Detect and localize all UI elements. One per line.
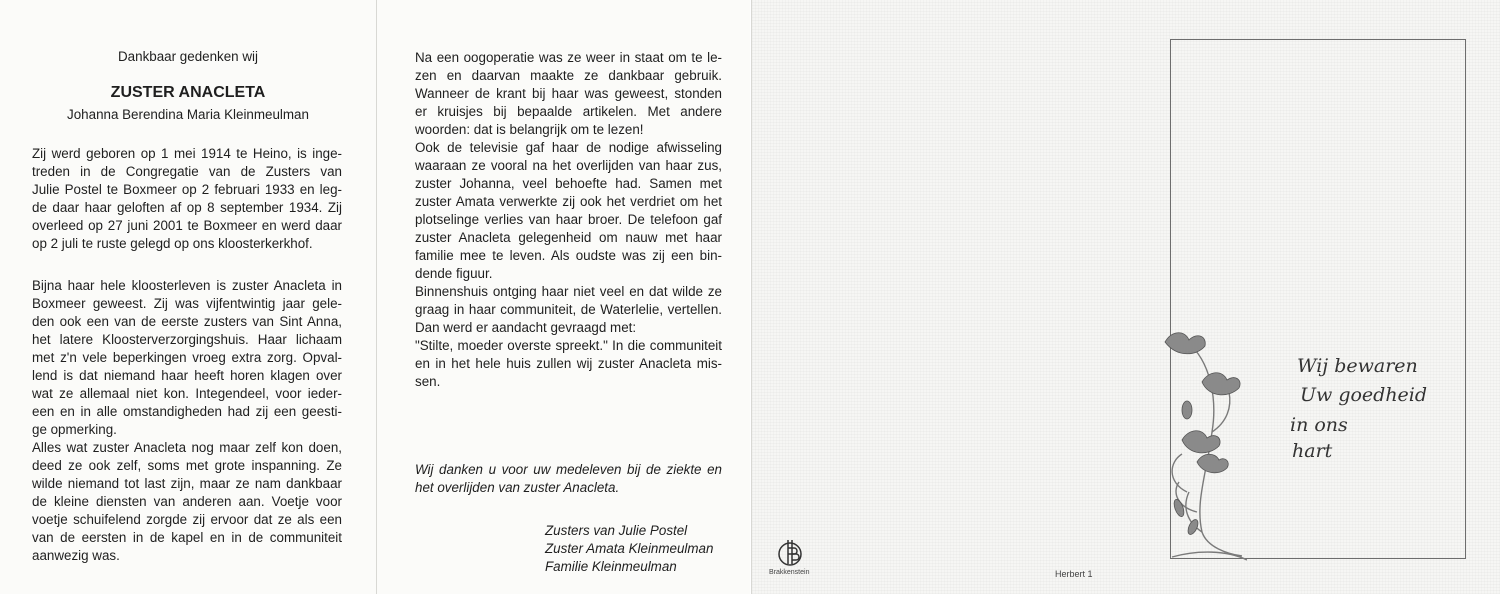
text-line: overleed op 27 juni 2001 te Boxmeer en werd daar [32,218,342,233]
intro-text: Dankbaar gedenken wij [118,49,258,64]
text-line: met z'n vele beperkingen vroeg extra zorg. Opval- [32,350,342,365]
text-line: aanwezig was. [32,548,120,563]
text-line: het latere Kloosterverzorgingshuis. Haar lichaam [32,332,342,347]
text-line: Wij danken u voor uw medeleven bij de ziekte en [415,462,722,477]
text-line: deed ze ook zelf, soms met grote inspanning. Ze [32,458,342,473]
text-line: Binnenshuis ontging haar niet veel en dat wilde ze [415,284,722,299]
text-line: familie mee te leven. Als oudste was zij een bin- [415,248,722,263]
text-line: wilde niemand tot last zijn, maar ze nam dankbaar [32,476,342,491]
full-name: Johanna Berendina Maria Kleinmeulman [67,107,309,122]
text-line: zuster Johanna, veel behoefte had. Samen met [415,176,722,191]
text-line: op 2 juli te ruste gelegd op ons kloosterkerkhof. [32,236,313,251]
text-line: sen. [415,374,441,389]
text-line: Wanneer de krant bij haar was geweest, stonden [415,86,722,101]
verse-line: in ons [1290,414,1348,436]
text-line: Julie Postel te Boxmeer op 2 februari 1933 en leg- [32,182,342,197]
card-code: Herbert 1 [1055,569,1093,579]
text-line: treden in de Congregatie van de Zusters van [32,164,342,179]
text-line: dende figuur. [415,266,493,281]
text-line: Ook de televisie gaf haar de nodige afwisseling [415,140,722,155]
verse-line: hart [1292,440,1333,462]
text-line: en in het hele huis zullen wij zuster Anacleta mis- [415,356,722,371]
text-line: graag in haar communiteit, de Waterlelie, vertellen. [415,302,722,317]
publisher-logo-icon [776,538,804,568]
text-line: Dan werd er aandacht gevraagd met: [415,320,637,335]
text-line: lend is dat niemand haar heeft horen klagen over [32,368,342,383]
text-line: "Stilte, moeder overste spreekt." In die communiteit [415,338,722,353]
text-line: een en in alle omstandigheden had zij een geesti- [32,404,342,419]
text-line: het overlijden van zuster Anacleta. [415,480,620,495]
text-line: Bijna haar hele kloosterleven is zuster Anacleta in [32,278,342,293]
text-line: zuster Anacleta gelegenheid om nauw met haar [415,230,722,245]
flower-illustration-icon [1157,322,1247,570]
text-line: van de eersten in de kapel en in de communiteit [32,530,342,545]
text-line: Alles wat zuster Anacleta nog maar zelf kon doen, [32,440,342,455]
signature-line: Zusters van Julie Postel [545,523,688,538]
text-line: de daar haar geloften af op 8 september 1934. Zij [32,200,342,215]
text-line: Zij werd geboren op 1 mei 1914 te Heino, is inge- [32,146,342,161]
text-line: Boxmeer geweest. Zij was vijfentwintig jaar gele- [32,296,342,311]
text-line: woorden: dat is belangrijk om te lezen! [415,122,644,137]
text-line: voetje schuifelend zorgde zij ervoor dat ze als een [32,512,342,527]
text-line: plotselinge verlies van haar broer. De telefoon gaf [415,212,722,227]
publisher-name: Brakkenstein [769,569,810,576]
text-line: Na een oogoperatie was ze weer in staat om te le- [415,50,722,65]
text-line: zen en daarvan maakte ze dankbaar gebruik. [415,68,722,83]
verse-line: Wij bewaren [1297,355,1418,377]
signature-line: Familie Kleinmeulman [545,559,677,574]
text-line: ge opmerking. [32,422,117,437]
text-line: zuster Amata verwerkte zij ook het verdriet om het [415,194,722,209]
text-line: wat ze allemaal niet kon. Integendeel, voor ieder- [32,386,342,401]
text-line: waaraan ze vooral na het overlijden van haar zus, [415,158,722,173]
text-line: er kruisjes bij bepaalde artikelen. Met andere [415,104,722,119]
cover-page [752,0,1500,594]
middle-page [377,0,750,594]
verse-line: Uw goedheid [1300,384,1428,406]
text-line: de kleine diensten van anderen aan. Voetje voor [32,494,342,509]
text-line: den ook een van de eerste zusters van Sint Anna, [32,314,342,329]
deceased-name: ZUSTER ANACLETA [110,84,266,101]
left-page [0,0,376,594]
signature-line: Zuster Amata Kleinmeulman [545,541,714,556]
